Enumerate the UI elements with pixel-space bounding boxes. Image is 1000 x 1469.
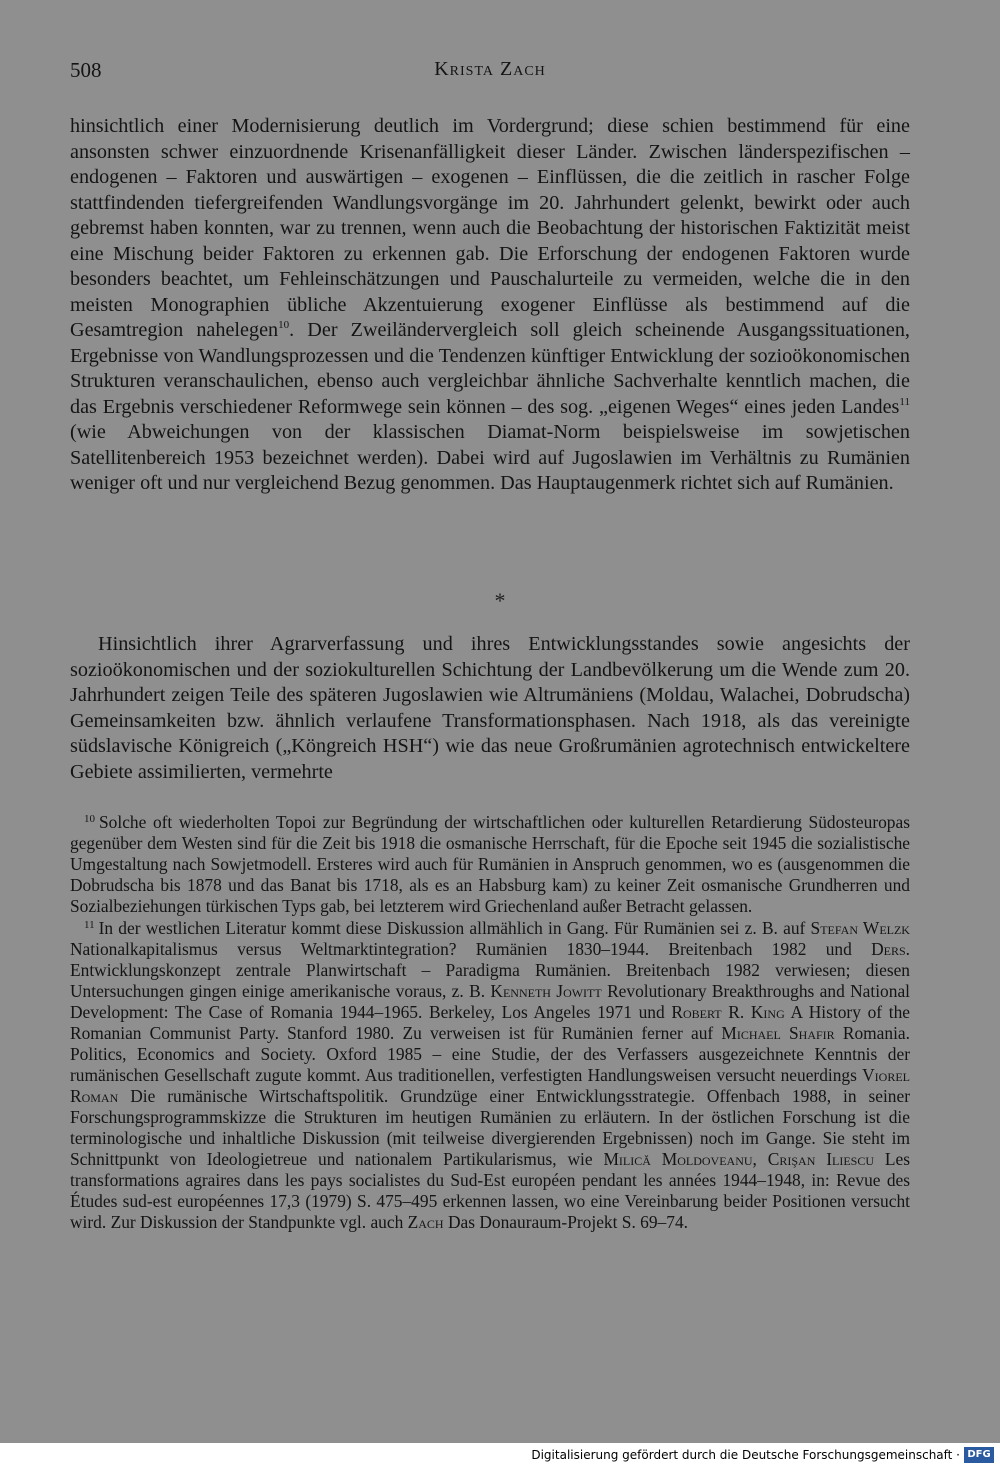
paragraph-text: . Der Zweiländervergleich soll gleich scheinende Ausgangssituationen, Ergebnisse von Wandlungsprozessen und die Tendenzen künftiger Entwicklung der sozioökonomischen Strukturen veranschaulichen, ebenso auch vergleichbar ähnliche Sachverhalte kenntlich machen, die das Ergebnis verschiedener Reformwege sein können – des sog. „eigenen Weges“ eines jeden Landes — [70, 319, 910, 418]
paragraph-text: (wie Abweichungen von der klassischen Diamat-Norm beispielsweise im sowjetischen Satellitenbereich 1953 bezeichnet werden). Dabei wird auf Jugoslawien im Verhältnis zu Rumänien weniger oft und nur vergleichend Bezug genommen. Das Hauptaugenmerk richtet sich auf Rumänien. — [70, 421, 910, 494]
author-name: Stefan Welzk — [810, 918, 910, 938]
footnote-10 — [70, 812, 910, 917]
footnote-number: 11 — [84, 919, 95, 931]
footnote-text: Die rumänische Wirtschaftspolitik. Grundzüge einer Entwicklungsstrategie. Offenbach 1988, in seiner Forschungsprogrammskizze die Strukturen im heutigen Rumänien zu erläutern. In der östlichen Forschung ist die terminologische und inhaltliche Diskussion (mit teilweise divergierenden Ergebnissen) noch im Gange. Sie steht im Schnittpunkt von Ideologietreue und nationalem Partikularismus, wie — [70, 1086, 910, 1169]
footnote-reference-10[interactable]: 10 — [278, 319, 290, 331]
footnote-number: 10 — [84, 813, 95, 825]
digitization-credit-bar — [0, 1443, 1000, 1469]
author-name: Zach — [407, 1212, 444, 1232]
body-paragraph-1 — [70, 114, 910, 497]
author-name: Ders. — [871, 939, 910, 959]
footnote-text: Revolutionary Breakthroughs and National Development: The Case of Romania 1944–1965. Berkeley, Los Angeles 1971 und — [70, 981, 910, 1022]
dfg-logo-icon: DFG — [964, 1447, 994, 1463]
footnote-text: Nationalkapitalismus versus Weltmarktintegration? Rumänien 1830–1944. Breitenbach 1982 und — [70, 939, 872, 959]
credit-text: Digitalisierung gefördert durch die Deutsche Forschungsgemeinschaft · — [531, 1448, 960, 1462]
paragraph-text: hinsichtlich einer Modernisierung deutlich im Vordergrund; diese schien bestimmend für eine ansonsten schwer einzuordnende Krisenanfälligkeit dieser Länder. Zwischen länderspezifischen – endogenen – Faktoren und auswärtigen – exogenen – Einflüssen, die die zeitlich in rascher Folge stattfindenden tiefergreifenden Wandlungsvorgänge im 20. Jahrhundert gelenkt, bewirkt oder auch gebremst haben konnten, war zu trennen, wenn auch die Beobachtung der historischen Faktizität meist eine Mischung beider Faktoren zu erkennen gab. Die Erforschung der endogenen Faktoren wurde besonders beachtet, um Fehleinschätzungen und Pauschalurteile zu vermeiden, welche die in den meisten Monographien übliche Akzentuierung exogener Einflüsse als bestimmend auf die Gesamtregion nahelegen — [70, 115, 910, 341]
page-header — [70, 58, 910, 92]
footnotes-section — [70, 812, 910, 1234]
section-separator-asterisk: * — [494, 588, 506, 613]
author-name: Viorel Roman — [70, 1065, 910, 1106]
author-name: Milică Moldoveanu, Crişan Iliescu — [603, 1149, 875, 1169]
footnote-reference-11[interactable]: 11 — [899, 395, 910, 408]
footnote-text: Les transformations agraires dans les pays socialistes du Sud-Est européen pendant les années 1944–1948, in: Revue des Études sud-est européennes 17,3 (1979) S. 475–495 erkennen lassen, wo eine Vereinbarung beider Positionen versucht wird. Zur Diskussion der Standpunkte vgl. auch — [70, 1149, 911, 1232]
page-number: 508 — [70, 58, 102, 82]
body-paragraph-2: Hinsichtlich ihrer Agrarverfassung und ihres Entwicklungsstandes sowie angesichts der sozioökonomischen und der soziokulturellen Schichtung der Landbevölkerung um die Wende zum 20. Jahrhundert zeigen Teile des späteren Jugoslawien wie Altrumäniens (Moldau, Walachei, Dobrudscha) Gemeinsamkeiten bzw. ähnlich verlaufene Transformationsphasen. Nach 1918, als das vereinigte südslavische Königreich („Köngreich HSH“) wie das neue Großrumänien agrotechnisch entwickeltere Gebiete assimilierten, vermehrte — [70, 633, 910, 783]
author-name: Robert R. King — [671, 1002, 785, 1022]
footnote-text: Romania. Politics, Economics and Society. Oxford 1985 – eine Studie, der des Verfassers ausgezeichnete Kenntnis der rumänischen Gesellschaft zugute kommt. Aus traditionellen, verfestigten Handlungsweisen versucht neuerdings — [70, 1023, 910, 1085]
footnote-text: Solche oft wiederholten Topoi zur Begründung der wirtschaftlichen oder kulturellen Retardierung Südosteuropas gegenüber dem Westen sind für die Zeit bis 1918 die osmanische Herrschaft, für die Epoche seit 1945 die sozialistische Umgestaltung nach Sowjetmodell. Ersteres wird auch für Rumänien in Anspruch genommen, wo es (ausgenommen die Dobrudscha bis 1878 und das Banat bis 1718, als es an Habsburg kam) zu keiner Zeit osmanische Grundherren und Sozialbeziehungen türkischen Typs gab, bei letzterem wird Griechenland außer Betracht gelassen. — [70, 812, 910, 916]
running-head: Krista Zach — [434, 58, 546, 80]
author-name: Michael Shafir — [721, 1023, 835, 1043]
footnote-text: Entwicklungskonzept zentrale Planwirtschaft – Paradigma Rumänien. Breitenbach 1982 verwiesen; diesen Untersuchungen gingen einige amerikanische voraus, z. B. — [70, 960, 910, 1001]
author-name: Kenneth Jowitt — [490, 981, 602, 1001]
footnote-text: A History of the Romanian Communist Party. Stanford 1980. Zu verweisen ist für Rumänien ferner auf — [70, 1002, 910, 1043]
footnote-text: Das Donauraum-Projekt S. 69–74. — [443, 1212, 688, 1232]
footnote-text: In der westlichen Literatur kommt diese Diskussion allmählich in Gang. Für Rumänien sei z. B. auf — [98, 918, 811, 938]
footnote-11 — [70, 918, 910, 1233]
